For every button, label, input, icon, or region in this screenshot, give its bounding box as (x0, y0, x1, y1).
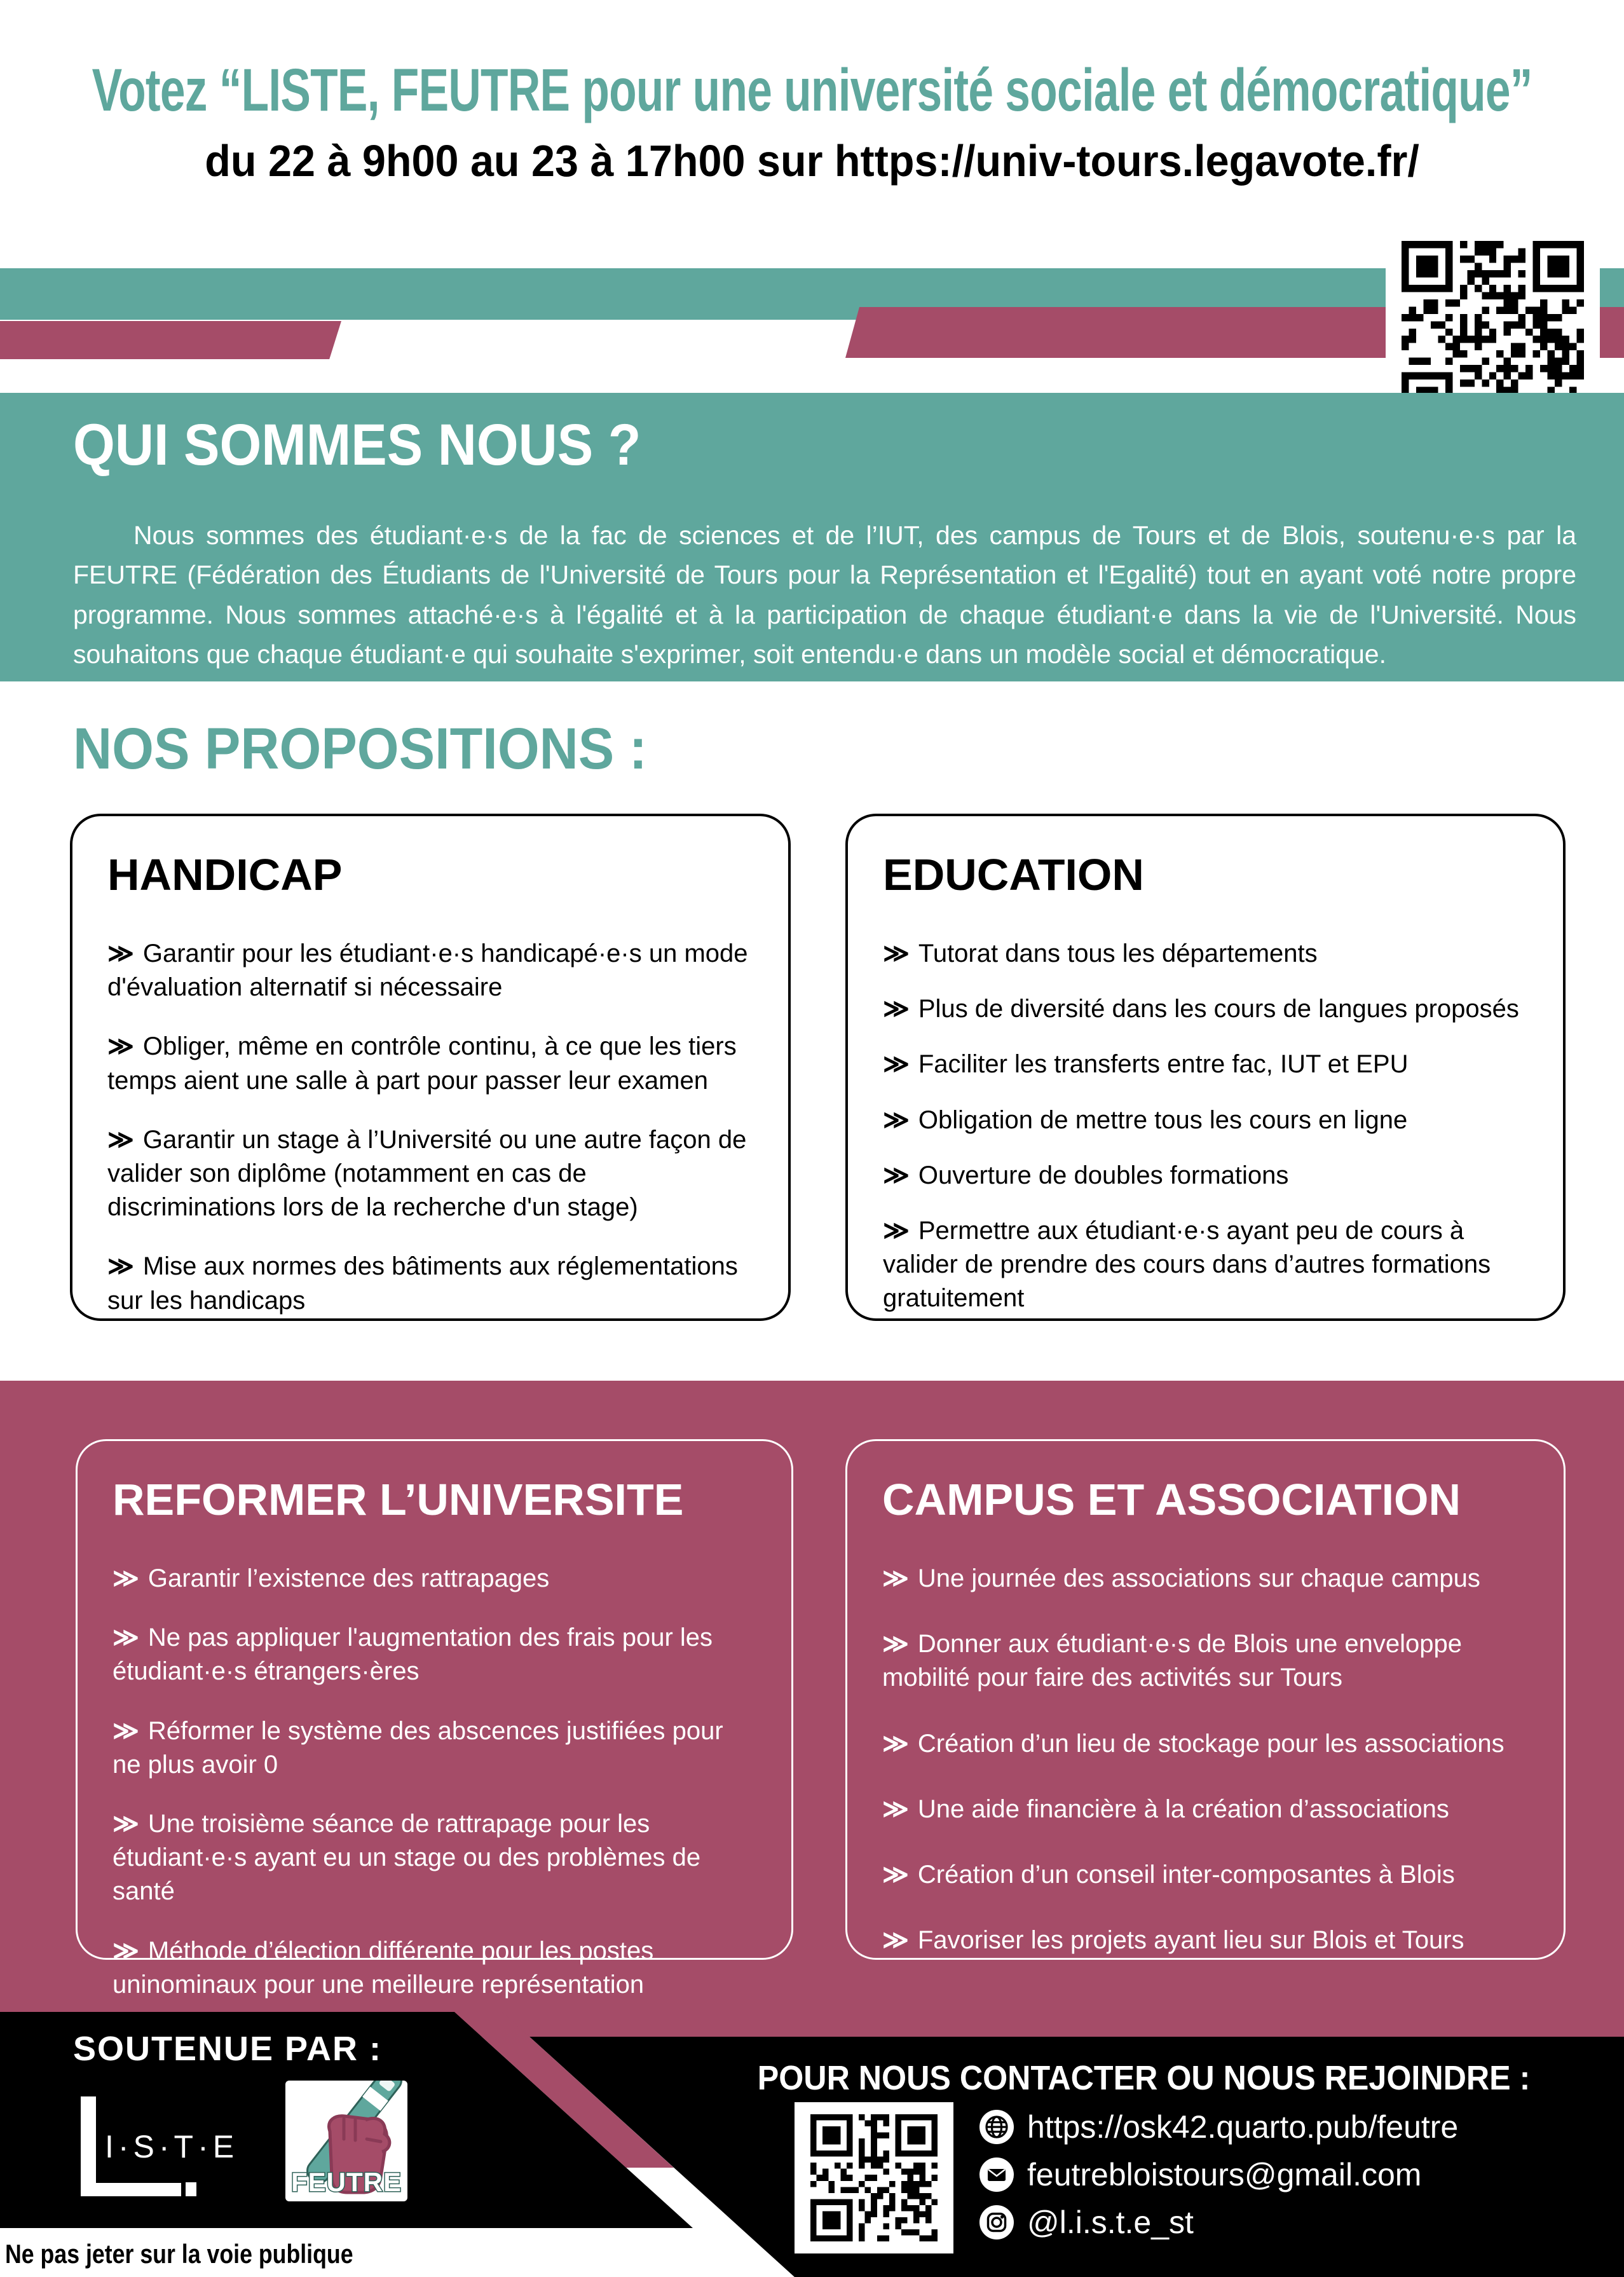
double-chevron-icon: ≫ (883, 995, 910, 1023)
feutre-logo-text: FEUTRE (291, 2167, 402, 2197)
list-item (882, 1562, 1529, 1596)
card-items (107, 937, 753, 1318)
list-item (107, 937, 753, 1004)
list-item (107, 1123, 753, 1225)
instagram-icon (979, 2205, 1014, 2240)
page-title-row (0, 56, 1624, 125)
item-text: Création d’un conseil inter-composantes à Blois (917, 1860, 1455, 1889)
liste-logo (81, 2096, 239, 2198)
card-handicap (70, 814, 791, 1321)
double-chevron-icon: ≫ (113, 1564, 139, 1592)
liste-logo-text: I·S·T·E (105, 2129, 239, 2164)
qr-code-icon (810, 2114, 938, 2241)
disclaimer-text: Ne pas jeter sur la voie publique (5, 2239, 353, 2269)
vote-dates-row (0, 135, 1624, 186)
double-chevron-icon: ≫ (883, 1161, 910, 1189)
item-text: Méthode d’élection différente pour les postes uninominaux pour une meilleure représentation (113, 1936, 654, 1999)
liste-logo-dot (186, 2182, 196, 2196)
item-text: Mise aux normes des bâtiments aux réglementations sur les handicaps (107, 1252, 738, 1315)
double-chevron-icon: ≫ (883, 1050, 910, 1079)
double-chevron-icon: ≫ (883, 1216, 910, 1245)
vote-dates-url: du 22 à 9h00 au 23 à 17h00 sur https://univ-tours.legavote.fr/ (205, 136, 1419, 186)
list-item (113, 1621, 756, 1688)
card-reformer-universite (76, 1439, 793, 1999)
double-chevron-icon: ≫ (113, 1936, 139, 1965)
double-chevron-icon: ≫ (882, 1926, 909, 1955)
double-chevron-icon: ≫ (882, 1564, 909, 1592)
list-item (883, 1104, 1528, 1137)
double-chevron-icon: ≫ (107, 1125, 134, 1154)
contact-row-instagram (979, 2204, 1194, 2241)
item-text: Permettre aux étudiant·e·s ayant peu de cours à valider de prendre des cours dans d’autres formations gratuitement (883, 1216, 1491, 1313)
item-text: Garantir un stage à l’Université ou une autre façon de valider son diplôme (notamment en cas de discriminations lors de la recherche d'un stage) (107, 1125, 747, 1222)
contact-row-website (979, 2109, 1458, 2145)
item-text: Une troisième séance de rattrapage pour les étudiant·e·s ayant eu un stage ou des problèmes de santé (113, 1809, 701, 1906)
item-text: Réformer le système des abscences justifiées pour ne plus avoir 0 (113, 1716, 723, 1779)
liste-logo-l-bar (81, 2096, 96, 2196)
card-items (883, 937, 1528, 1316)
double-chevron-icon: ≫ (883, 1105, 910, 1134)
globe-icon (979, 2109, 1014, 2145)
double-chevron-icon: ≫ (107, 1252, 134, 1281)
banner-stripe-maroon-left (0, 321, 341, 359)
contact-heading-row (699, 2058, 1589, 2098)
double-chevron-icon: ≫ (882, 1860, 909, 1889)
list-item (882, 1924, 1529, 1957)
double-chevron-icon: ≫ (883, 940, 910, 968)
propositions-heading: NOS PROPOSITIONS : (73, 716, 647, 781)
list-item (107, 1250, 753, 1317)
who-section (0, 393, 1624, 681)
item-text: Plus de diversité dans les cours de langues proposés (918, 995, 1519, 1023)
list-item (107, 1030, 753, 1097)
list-item (113, 1562, 756, 1596)
item-text: Une aide financière à la création d’associations (917, 1795, 1449, 1823)
card-campus-association (845, 1439, 1566, 1960)
list-item (113, 1934, 756, 2002)
list-item (113, 1714, 756, 1782)
item-text: Une journée des associations sur chaque campus (917, 1564, 1480, 1592)
list-item (883, 937, 1528, 971)
card-title: REFORMER L’UNIVERSITE (113, 1475, 684, 1524)
item-text: Garantir l’existence des rattrapages (147, 1564, 550, 1592)
list-item (882, 1858, 1529, 1892)
list-item (113, 1807, 756, 1909)
email-address: feutrebloistours@gmail.com (1027, 2157, 1422, 2192)
list-item (883, 1048, 1528, 1081)
double-chevron-icon: ≫ (113, 1809, 139, 1838)
card-education (845, 814, 1566, 1321)
double-chevron-icon: ≫ (113, 1716, 139, 1745)
item-text: Ne pas appliquer l'augmentation des frais pour les étudiant·e·s étrangers·ères (113, 1624, 713, 1686)
double-chevron-icon: ≫ (113, 1624, 139, 1652)
email-icon (979, 2157, 1014, 2192)
card-title: CAMPUS ET ASSOCIATION (882, 1475, 1461, 1524)
item-text: Garantir pour les étudiant·e·s handicapé·e·s un mode d'évaluation alternatif si nécessaire (107, 940, 748, 1002)
website-url: https://osk42.quarto.pub/feutre (1027, 2109, 1459, 2145)
contact-row-email (979, 2156, 1421, 2193)
double-chevron-icon: ≫ (107, 1032, 134, 1061)
card-items (882, 1562, 1529, 1957)
double-chevron-icon: ≫ (882, 1795, 909, 1823)
item-text: Favoriser les projets ayant lieu sur Blois et Tours (917, 1926, 1464, 1955)
card-title: EDUCATION (883, 850, 1144, 899)
supported-by-label: SOUTENUE PAR : (73, 2030, 383, 2068)
who-paragraph: Nous sommes des étudiant·e·s de la fac de sciences et de l’IUT, des campus de Tours et de Blois, soutenu·e·s par la FEUTRE (Fédération des Étudiants de l'Université de Tours pour la Représentation et l'Egalité) tout en ayant voté notre propre programme. Nous sommes attaché·e·s à l'égalité et à la participation de chaque étudiant·e dans la vie de l'Université. Nous souhaitons que chaque étudiant·e qui souhaite s'exprimer, soit entendu·e dans un modèle social et démocratique. (73, 521, 1576, 669)
page-title: Votez “LISTE, FEUTRE pour une université sociale et démocratique” (92, 57, 1532, 124)
instagram-handle: @l.i.s.t.e_st (1027, 2205, 1194, 2240)
list-item (883, 992, 1528, 1026)
card-items (113, 1562, 756, 2002)
item-text: Ouverture de doubles formations (918, 1161, 1289, 1189)
double-chevron-icon: ≫ (882, 1729, 909, 1758)
item-text: Donner aux étudiant·e·s de Blois une enveloppe mobilité pour faire des activités sur Tours (882, 1630, 1463, 1692)
qr-code-contact (795, 2102, 953, 2253)
liste-logo-l-bar (81, 2183, 181, 2196)
list-item (883, 1214, 1528, 1316)
feutre-logo (285, 2081, 407, 2201)
item-text: Obliger, même en contrôle continu, à ce que les tiers temps aient une salle à part pour passer leur examen (107, 1032, 737, 1095)
card-title: HANDICAP (107, 850, 343, 899)
item-text: Création d’un lieu de stockage pour les associations (917, 1729, 1505, 1758)
item-text: Obligation de mettre tous les cours en ligne (918, 1105, 1408, 1134)
item-text: Tutorat dans tous les départements (918, 940, 1318, 968)
double-chevron-icon: ≫ (107, 940, 134, 968)
item-text: Faciliter les transferts entre fac, IUT et EPU (918, 1050, 1409, 1079)
double-chevron-icon: ≫ (882, 1630, 909, 1658)
list-item (882, 1627, 1529, 1695)
fist-marker-icon (285, 2081, 407, 2201)
who-heading: QUI SOMMES NOUS ? (73, 413, 641, 477)
list-item (882, 1727, 1529, 1761)
list-item (882, 1793, 1529, 1826)
list-item (883, 1159, 1528, 1193)
contact-heading: POUR NOUS CONTACTER OU NOUS REJOINDRE : (758, 2059, 1531, 2097)
